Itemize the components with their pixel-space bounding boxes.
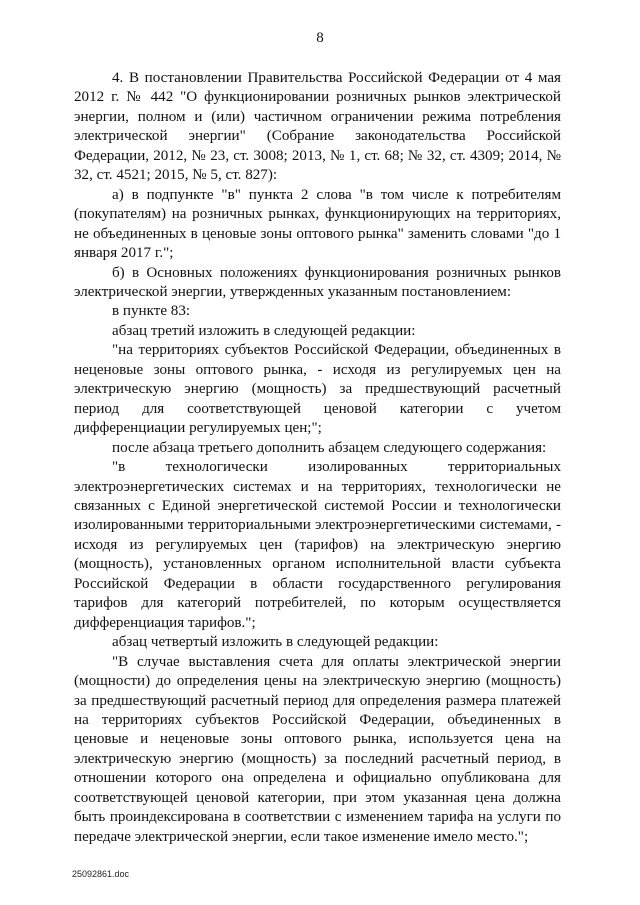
paragraph-subitem-a: а) в подпункте "в" пункта 2 слова "в том числе к потребителям (покупателям) на розничных рынках, функционирующих на территориях, не объединенных в ценовые зоны оптового рынка" заменить словами "до 1 января 2017 г."; [74,186,561,262]
paragraph-point-83: в пункте 83: [112,303,191,320]
page-number: 8 [316,30,324,46]
paragraph-quote-fourth: "В случае выставления счета для оплаты электрической энергии (мощности) до определения цены на электрическую энергию (мощность) за предшествующий расчетный период для определения размера платежей на территориях субъектов Российской Федерации, объединенных в ценовые и неценовые зоны оптового рынка, используется цена на электрическую энергию (мощность) за последний расчетный период, в отношении которого она определена и официально опубликована для соответствующей ценовой категории, при этом указанная цена должна быть проиндексирована в соответствии с изменением тарифа на услуги по передаче электрической энергии, если такое изменение имело место."; [74,653,561,845]
document-file-code: 25092861.doc [72,869,130,879]
paragraph-item-4: 4. В постановлении Правительства Российской Федерации от 4 мая 2012 г. № 442 "О функционировании розничных рынков электрической энергии, полном и (или) частичном ограничении режима потребления электрической энергии" (Собрание законодательства Российской Федерации, 2012, № 23, ст. 3008; 2013, № 1, ст. 68; № 32, ст. 4309; 2014, № 32, ст. 4521; 2015, № 5, ст. 827): [74,70,561,184]
paragraph-quote-added: "в технологически изолированных территориальных электроэнергетических системах и на территориях, технологически не связанных с Единой энергетической системой России и технологически изолированными территориальными электроэнергетическими системами, - исходя из регулируемых цен (тарифов) на электрическую энергию (мощность), установленных органом исполнительной власти субъекта Российской Федерации в области государственного регулирования тарифов для категорий потребителей, по которым осуществляется дифференциация тарифов."; [74,459,561,631]
paragraph-subitem-b: б) в Основных положениях функционирования розничных рынков электрической энергии, утвержденных указанным постановлением: [74,264,561,300]
paragraph-quote-third: "на территориях субъектов Российской Федерации, объединенных в неценовые зоны оптового рынка, - исходя из регулируемых цен на электрическую энергию (мощность) за предшествующий расчетный период для соответствующей ценовой категории с учетом дифференциации регулируемых цен;"; [74,342,561,437]
document-body [74,69,561,847]
paragraph-instruction-fourth: абзац четвертый изложить в следующей редакции: [112,634,439,651]
paragraph-instruction-add: после абзаца третьего дополнить абзацем следующего содержания: [112,439,547,456]
paragraph-instruction-third: абзац третий изложить в следующей редакции: [112,322,416,339]
